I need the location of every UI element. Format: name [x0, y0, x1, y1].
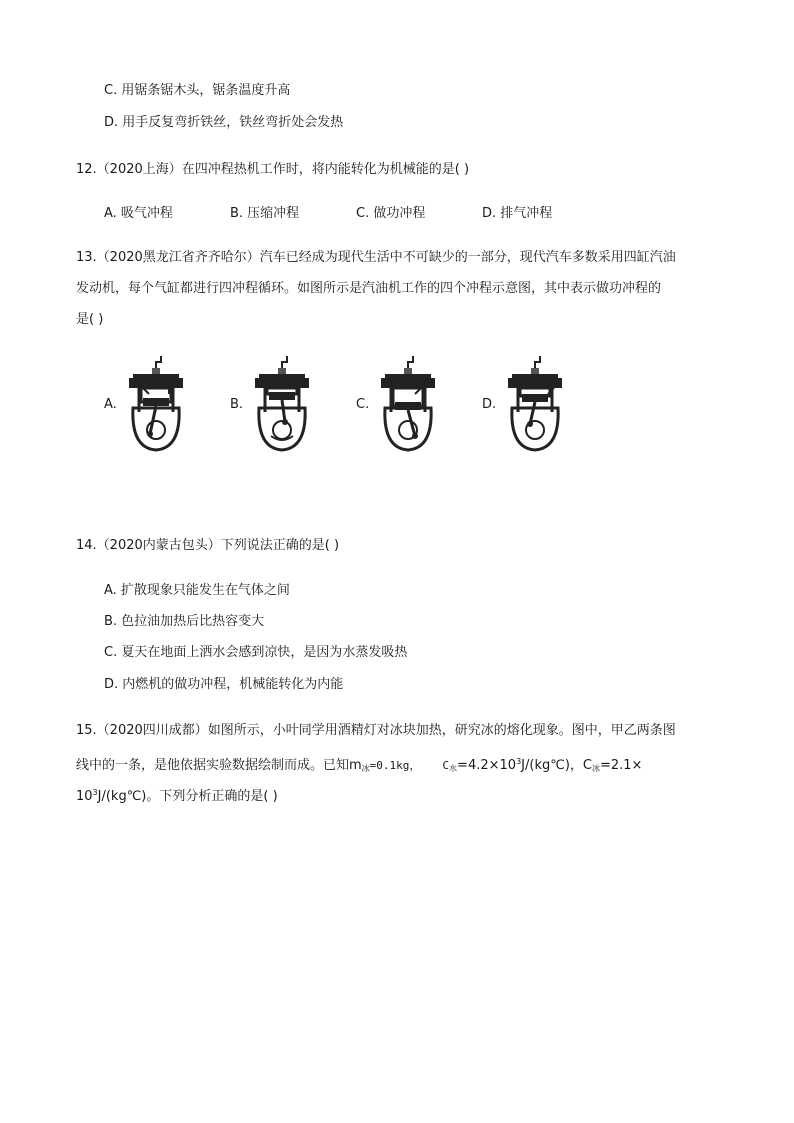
q14-stem: 14.（2020内蒙古包头）下列说法正确的是( )	[76, 538, 340, 553]
q11-option-c: C. 用锯条锯木头，锯条温度升高	[104, 83, 291, 98]
q15-c-symbol: C	[442, 759, 450, 772]
q15-sub-ice: 冰	[361, 764, 370, 773]
q15-given-text: 线中的一条，是他依据实验数据绘制而成。已知m	[76, 758, 362, 773]
q15-c-water-value: =4.2×10	[457, 758, 517, 773]
q15-exp-water: 3	[516, 757, 522, 766]
engine-label-d: D.	[482, 396, 497, 412]
engine-diagram-d	[482, 352, 568, 456]
q14-option-b: B. 色拉油加热后比热容变大	[104, 614, 265, 629]
q12-option-c: C. 做功冲程	[356, 206, 426, 221]
q15-stem-line2	[76, 752, 642, 779]
q15-stem-line1: 15.（2020四川成都）如图所示，小叶同学用酒精灯对冰块加热，研究冰的熔化现象。图中，甲乙两条图	[76, 723, 676, 738]
q12-option-d: D. 排气冲程	[482, 206, 553, 221]
q13-stem-line2: 发动机，每个气缸都进行四冲程循环。如图所示是汽油机工作的四个冲程示意图，其中表示做功冲程的	[76, 281, 662, 296]
engine-diagram-c	[356, 352, 441, 456]
q13-stem-line3: 是( )	[76, 312, 104, 327]
engine-icon-compression	[249, 352, 315, 456]
q11-option-d: D. 用手反复弯折铁丝，铁丝弯折处会发热	[104, 115, 344, 130]
q15-sub-water: 水	[449, 764, 458, 773]
engine-label-a: A.	[104, 396, 117, 412]
engine-label-b: B.	[230, 396, 244, 412]
q15-sub-ice-2: 冰	[591, 764, 600, 773]
engine-icon-exhaust	[502, 352, 568, 456]
q15-c-ice-value: =2.1×	[599, 758, 643, 773]
engine-label-c: C.	[356, 396, 370, 412]
q15-line3-rest: J/(kg℃)。下列分析正确的是( )	[97, 789, 278, 804]
q15-stem-line3	[76, 783, 278, 807]
q12-option-b: B. 压缩冲程	[230, 206, 300, 221]
engine-icon-power	[375, 352, 441, 456]
engine-diagram-b	[230, 352, 315, 456]
q15-exp-ice: 3	[92, 788, 98, 797]
q14-option-d: D. 内燃机的做功冲程，机械能转化为内能	[104, 677, 344, 692]
q14-option-c: C. 夏天在地面上洒水会感到凉快，是因为水蒸发吸热	[104, 645, 408, 660]
q12-options	[104, 202, 552, 221]
q15-c-water-unit: J/(kg℃)，C	[521, 758, 592, 773]
q12-option-a: A. 吸气冲程	[104, 206, 173, 221]
q13-stem-line1: 13.（2020黑龙江省齐齐哈尔）汽车已经成为现代生活中不可缺少的一部分，现代汽车多数采用四缸汽油	[76, 250, 676, 265]
q15-line3-base: 10	[76, 789, 93, 804]
engine-diagram-a	[104, 352, 189, 456]
q14-option-a: A. 扩散现象只能发生在气体之间	[104, 583, 290, 598]
engine-icon-intake	[123, 352, 189, 456]
q15-mass-value: =0.1kg，	[369, 759, 421, 772]
q12-stem: 12.（2020上海）在四冲程热机工作时，将内能转化为机械能的是( )	[76, 162, 470, 177]
